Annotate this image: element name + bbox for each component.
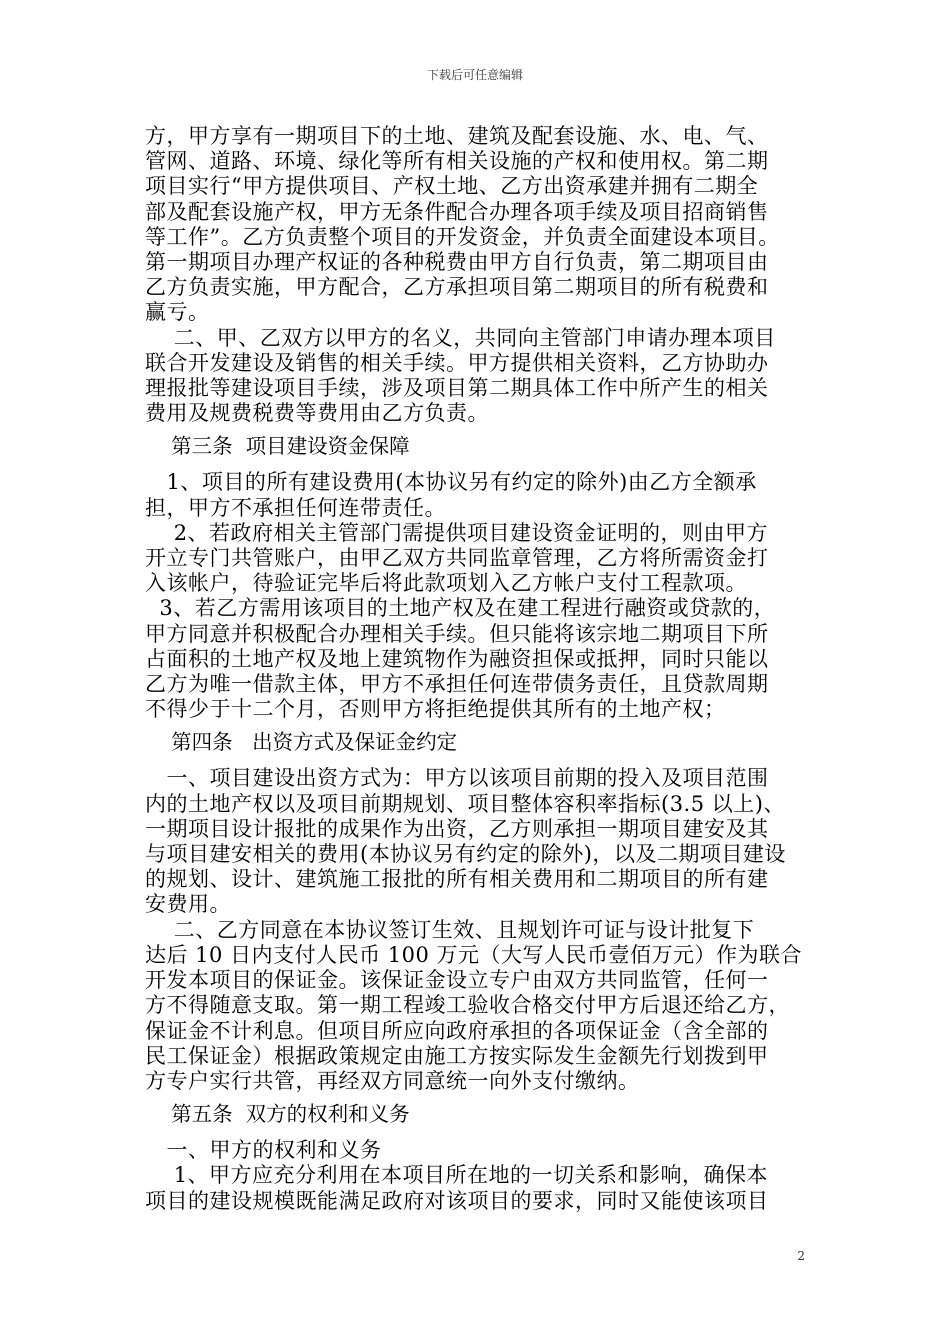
paragraph: 一、项目建设出资方式为：甲方以该项目前期的投入及项目范围 内的土地产权以及项目前期规划、项目整体容积率指标(3.5 以上)、 一期项目设计报批的成果作为出资，乙方则承担一期项目建安及其 与项目建安相关的费用(本协议另有约定的除外)，以及二期项目建设 的规划、设计、建筑施工报批的所有相关费用和二期项目的所有建 安费用。 xyxy=(145,766,786,917)
paragraph: 3、若乙方需用该项目的土地产权及在建工程进行融资或贷款的， 甲方同意并积极配合办理相关手续。但只能将该宗地二期项目下所 占面积的土地产权及地上建筑物作为融资担保或抵押，同时只能以 乙方为唯一借款主体，甲方不承担任何连带债务责任，且贷款周期 不得少于十二个月，否则甲方将拒绝提供其所有的土地产权； xyxy=(145,596,776,722)
document-body xyxy=(145,124,835,1214)
page-number: 2 xyxy=(797,1249,805,1263)
paragraph: 1、项目的所有建设费用(本协议另有约定的除外)由乙方全额承 担，甲方不承担任何连带责任。 xyxy=(145,470,757,520)
paragraph: 二、甲、乙双方以甲方的名义，共同向主管部门申请办理本项目 联合开发建设及销售的相关手续。甲方提供相关资料，乙方协助办 理报批等建设项目手续，涉及项目第二期具体工作中所产生的相关 费用及规费税费等费用由乙方负责。 xyxy=(145,325,776,426)
paragraph: 二、乙方同意在本协议签订生效、且规划许可证与设计批复下 达后 10 日内支付人民币 100 万元（大写人民币壹佰万元）作为联合 开发本项目的保证金。该保证金设立专户由双方共同监管，任何一 方不得随意支取。第一期工程竣工验收合格交付甲方后退还给乙方， 保证金不计利息。但项目所应向政府承担的各项保证金（含全部的 民工保证金）根据政策规定由施工方按实际发生金额先行划拨到甲 方专户实行共管，再经双方同意统一向外支付缴纳。 xyxy=(145,917,803,1093)
paragraph: 1、甲方应充分利用在本项目所在地的一切关系和影响，确保本 项目的建设规模既能满足政府对该项目的要求，同时又能使该项目 xyxy=(145,1163,769,1213)
section-heading: 第四条 出资方式及保证金约定 xyxy=(145,730,458,755)
paragraph: 方，甲方享有一期项目下的土地、建筑及配套设施、水、电、气、 管网、道路、环境、绿化等所有相关设施的产权和使用权。第二期 项目实行“甲方提供项目、产权土地、乙方出资承建并拥有二期全 部及配套设施产权，甲方无条件配合办理各项手续及项目招商销售 等工作”。乙方负责整个项目的开发资金，并负责全面建设本项目。 第一期项目办理产权证的各种税费由甲方自行负责，第二期项目由 乙方负责实施，甲方配合，乙方承担项目第二期项目的所有税费和 赢亏。 xyxy=(145,124,780,325)
paragraph: 2、若政府相关主管部门需提供项目建设资金证明的，则由甲方 开立专门共管账户，由甲乙双方共同监章管理，乙方将所需资金打 入该帐户，待验证完毕后将此款项划入乙方帐户支付工程款项。 xyxy=(145,520,769,596)
paragraph: 一、甲方的权利和义务 xyxy=(145,1138,382,1163)
page-header: 下载后可任意编辑 xyxy=(426,68,523,82)
section-heading: 第五条 双方的权利和义务 xyxy=(145,1102,410,1127)
section-heading: 第三条 项目建设资金保障 xyxy=(145,434,410,459)
